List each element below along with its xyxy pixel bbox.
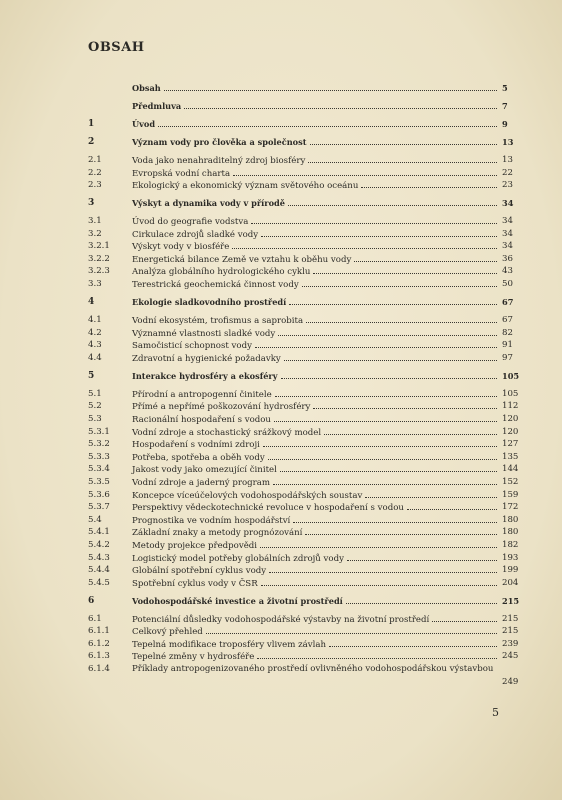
toc-row [0, 413, 562, 426]
toc-leader-dots [354, 253, 497, 262]
toc-row [0, 613, 562, 626]
toc-row [0, 327, 562, 340]
toc-leader-dots [346, 595, 497, 604]
toc-number: 4.3 [88, 340, 102, 351]
toc-number: 5.3.2 [88, 439, 110, 450]
toc-number: 6.1.2 [88, 638, 110, 649]
toc-row [0, 240, 562, 253]
toc-row [0, 663, 562, 688]
toc-title: Vodní zdroje a jaderný program [132, 477, 271, 488]
toc-title-wrap [132, 388, 500, 402]
toc-title-wrap [132, 228, 500, 242]
toc-title: Význam vody pro člověka a společnost [132, 136, 307, 147]
toc-title: Předmluva [132, 100, 182, 111]
toc-number: 5.4.5 [88, 577, 110, 588]
toc-row [0, 265, 562, 278]
toc-row [0, 253, 562, 266]
toc-title-wrap [132, 476, 500, 490]
toc-title: Potřeba, spotřeba a oběh vody [132, 452, 265, 463]
toc-title: Vodní zdroje a stochastický srážkový model [132, 427, 322, 438]
toc-title-wrap [132, 552, 500, 566]
toc-title: Úvod do geografie vodstva [132, 217, 249, 228]
toc-title: Voda jako nenahraditelný zdroj biosféry [132, 155, 306, 166]
toc-number: 5.2 [88, 401, 102, 412]
toc-row [0, 154, 562, 167]
toc-title: Terestrická geochemická činnost vody [132, 280, 299, 291]
toc-page-number: 34 [502, 216, 513, 227]
toc-number: 5.3 [88, 413, 102, 424]
toc-title-wrap [132, 595, 500, 608]
toc-number: 4.4 [88, 352, 102, 363]
toc-leader-dots [324, 426, 497, 435]
toc-leader-dots [280, 463, 497, 472]
toc-title-wrap [132, 638, 500, 652]
toc-page-number: 215 [502, 626, 519, 637]
toc-title: Ekologický a ekonomický význam světového oceánu [132, 181, 359, 192]
toc-title: Interakce hydrosféry a ekosféry [132, 370, 278, 381]
toc-title-wrap [132, 100, 500, 113]
toc-row [0, 451, 562, 464]
toc-leader-dots [274, 413, 497, 422]
toc-leader-dots [305, 526, 497, 535]
page-heading: OBSAH [88, 40, 145, 55]
toc-leader-dots [164, 82, 497, 91]
toc-row [0, 489, 562, 502]
toc-title-wrap [132, 438, 500, 452]
toc-page-number: 7 [502, 100, 508, 111]
toc-number: 6.1.4 [88, 664, 110, 675]
toc-row [0, 228, 562, 241]
toc-page-number: 152 [502, 476, 519, 487]
toc-leader-dots [288, 197, 497, 206]
toc-chapter-row [0, 100, 562, 113]
toc-leader-dots [263, 438, 497, 447]
toc-page-number: 215 [502, 613, 519, 624]
toc-page-number: 34 [502, 228, 513, 239]
toc-title: Analýza globálního hydrologického cyklu [132, 267, 311, 278]
toc-row [0, 514, 562, 527]
toc-number: 5.3.7 [88, 502, 110, 513]
toc-page-number: 67 [502, 315, 513, 326]
toc-leader-dots [293, 514, 497, 523]
toc-number: 3.2.1 [88, 241, 110, 252]
toc-number: 3.2.2 [88, 253, 110, 264]
toc-number: 1 [88, 118, 95, 129]
toc-page-number: 67 [502, 297, 514, 308]
toc-title: Koncepce víceúčelových vodohospodářských soustav [132, 490, 363, 501]
toc-number: 3.3 [88, 279, 102, 290]
toc-title-wrap [132, 663, 500, 676]
toc-title-wrap [132, 501, 500, 515]
toc-page-number: 199 [502, 565, 519, 576]
toc-page-number: 127 [502, 439, 519, 450]
toc-leader-dots [313, 400, 497, 409]
toc-row [0, 215, 562, 228]
toc-title-wrap [132, 539, 500, 553]
toc-row [0, 314, 562, 327]
toc-row [0, 526, 562, 539]
toc-row [0, 438, 562, 451]
toc-row [0, 352, 562, 365]
toc-chapter-row [0, 595, 562, 608]
toc-chapter-row [0, 82, 562, 95]
toc-page-number: 120 [502, 426, 519, 437]
toc-title: Tepelná modifikace troposféry vlivem závlah [132, 639, 327, 650]
toc-title: Racionální hospodaření s vodou [132, 414, 271, 425]
toc-leader-dots [257, 650, 497, 659]
toc-title: Prognostika ve vodním hospodářství [132, 515, 291, 526]
toc-title-wrap [132, 400, 500, 414]
toc-leader-dots [261, 228, 497, 237]
toc-leader-dots [432, 613, 497, 622]
toc-page-number: 34 [502, 198, 514, 209]
toc-title: Obsah [132, 83, 161, 93]
toc-title: Zdravotní a hygienické požadavky [132, 353, 281, 364]
toc-page-number: 120 [502, 413, 519, 424]
toc-page-number: 50 [502, 279, 513, 290]
toc-title-wrap [132, 650, 500, 664]
toc-page-number: 23 [502, 180, 513, 191]
toc-page-number: 135 [502, 451, 519, 462]
toc-number: 3.2.3 [88, 266, 110, 277]
toc-row [0, 625, 562, 638]
toc-leader-dots [275, 388, 497, 397]
toc-leader-dots [251, 215, 497, 224]
toc-leader-dots [284, 352, 497, 361]
toc-page-number: 91 [502, 340, 513, 351]
toc-title: Samočisticí schopnost vody [132, 341, 252, 352]
toc-number: 6 [88, 595, 95, 606]
toc-title-wrap [132, 327, 500, 341]
toc-title-wrap [132, 451, 500, 465]
toc-leader-dots [269, 564, 497, 573]
toc-leader-dots [308, 154, 497, 163]
toc-page-number: 180 [502, 514, 519, 525]
toc-title: Výskyt vody v biosféře [132, 242, 230, 253]
toc-number: 5.4.2 [88, 539, 110, 550]
toc-title: Tepelné změny v hydrosféře [132, 652, 255, 663]
toc-title-wrap [132, 564, 500, 578]
toc-page-number: 193 [502, 552, 519, 563]
toc-leader-dots [255, 339, 497, 348]
toc-title-wrap [132, 179, 500, 193]
toc-number: 3.2 [88, 228, 102, 239]
toc-page-number: 22 [502, 167, 513, 178]
toc-number: 5.1 [88, 388, 102, 399]
table-of-contents [0, 82, 562, 688]
toc-page-number: 245 [502, 651, 519, 662]
toc-title-wrap [132, 136, 500, 149]
toc-title: Perspektivy vědeckotechnické revoluce v hospodaření s vodou [132, 503, 404, 514]
toc-title: Ekologie sladkovodního prostředí [132, 297, 287, 308]
toc-title-wrap [132, 240, 500, 254]
toc-title-wrap [132, 370, 500, 383]
toc-number: 2 [88, 136, 95, 147]
toc-number: 2.3 [88, 180, 102, 191]
toc-page-number: 249 [502, 676, 519, 687]
toc-title-wrap [132, 154, 500, 168]
toc-page-number: 5 [502, 83, 508, 93]
toc-title: Hospodaření s vodními zdroji [132, 440, 260, 451]
toc-title-wrap [132, 314, 500, 328]
toc-title: Celkový přehled [132, 627, 203, 638]
toc-title-wrap [132, 625, 500, 639]
toc-title: Potenciální důsledky vodohospodářské výstavby na životní prostředí [132, 614, 430, 625]
toc-leader-dots [289, 296, 497, 305]
toc-chapter-row [0, 370, 562, 383]
toc-page-number: 43 [502, 266, 513, 277]
toc-title-wrap [132, 215, 500, 229]
toc-leader-dots [268, 451, 497, 460]
toc-page-number: 34 [502, 241, 513, 252]
toc-row [0, 388, 562, 401]
toc-leader-dots [347, 552, 497, 561]
toc-title: Jakost vody jako omezující činitel [132, 465, 277, 476]
toc-page-number: 13 [502, 154, 513, 165]
toc-row [0, 564, 562, 577]
toc-page-number: 215 [502, 595, 520, 606]
toc-title-wrap [132, 577, 500, 591]
toc-title-wrap [132, 265, 500, 279]
toc-leader-dots [407, 501, 497, 510]
toc-row [0, 339, 562, 352]
toc-number: 4.1 [88, 315, 102, 326]
toc-title: Metody projekce předpovědi [132, 540, 258, 551]
toc-leader-dots [313, 265, 497, 274]
toc-leader-dots [361, 179, 497, 188]
toc-title: Globální spotřební cyklus vody [132, 566, 267, 577]
toc-title-wrap [132, 82, 500, 95]
toc-page-number: 239 [502, 638, 519, 649]
toc-title: Přírodní a antropogenní činitele [132, 389, 272, 400]
toc-page-number: 159 [502, 489, 519, 500]
toc-title-wrap [132, 613, 500, 627]
toc-title-wrap [132, 514, 500, 528]
toc-title-wrap [132, 296, 500, 309]
toc-number: 5.3.1 [88, 426, 110, 437]
toc-leader-dots [260, 539, 497, 548]
toc-leader-dots [158, 118, 497, 127]
toc-number: 4 [88, 297, 95, 308]
toc-row [0, 400, 562, 413]
toc-row [0, 501, 562, 514]
toc-title-wrap [132, 253, 500, 267]
toc-number: 3 [88, 198, 95, 209]
toc-leader-dots [302, 278, 497, 287]
toc-page-number: 105 [502, 370, 520, 381]
toc-title: Přímé a nepřímé poškozování hydrosféry [132, 402, 311, 413]
toc-number: 5.3.4 [88, 464, 110, 475]
toc-chapter-row [0, 136, 562, 149]
toc-page-number: 105 [502, 388, 519, 399]
toc-row [0, 278, 562, 291]
toc-title: Vodohospodářské investice a životní prostředí [132, 595, 343, 606]
toc-title-wrap [132, 339, 500, 353]
toc-title-wrap [132, 426, 500, 440]
toc-title-wrap [132, 413, 500, 427]
toc-chapter-row [0, 197, 562, 210]
toc-row [0, 179, 562, 192]
toc-page-number: 36 [502, 253, 513, 264]
toc-leader-dots [310, 136, 497, 145]
toc-title-wrap [132, 167, 500, 181]
toc-row [0, 552, 562, 565]
toc-number: 3.1 [88, 216, 102, 227]
toc-number: 4.2 [88, 327, 102, 338]
toc-number: 5.3.6 [88, 489, 110, 500]
toc-leader-dots [233, 167, 497, 176]
toc-leader-dots [281, 370, 498, 379]
toc-leader-dots [306, 314, 497, 323]
toc-page-number: 182 [502, 539, 519, 550]
toc-row [0, 463, 562, 476]
page-number: 5 [492, 706, 499, 719]
toc-title: Výskyt a dynamika vody v přírodě [132, 198, 285, 209]
toc-title: Spotřební cyklus vody v ČSR [132, 578, 258, 589]
toc-title: Základní znaky a metody prognózování [132, 528, 303, 539]
toc-row [0, 167, 562, 180]
toc-number: 6.1 [88, 613, 102, 624]
toc-title: Logistický model potřeby globálních zdrojů vody [132, 553, 344, 564]
toc-title-wrap [132, 352, 500, 366]
toc-title: Evropská vodní charta [132, 168, 231, 179]
toc-leader-dots [184, 100, 497, 109]
toc-leader-dots [206, 625, 497, 634]
toc-number: 5 [88, 370, 95, 381]
toc-page-number: 172 [502, 502, 519, 513]
toc-row [0, 539, 562, 552]
toc-leader-dots [329, 638, 497, 647]
toc-title-wrap [132, 526, 500, 540]
toc-title-wrap [132, 278, 500, 292]
toc-number: 6.1.1 [88, 626, 110, 637]
toc-page-number: 112 [502, 401, 519, 412]
toc-number: 5.4.1 [88, 527, 110, 538]
toc-leader-dots [261, 577, 497, 586]
toc-page-number: 9 [502, 118, 508, 129]
toc-row [0, 650, 562, 663]
toc-number: 2.1 [88, 154, 102, 165]
toc-title: Úvod [132, 118, 156, 129]
toc-leader-dots [232, 240, 497, 249]
toc-title-wrap [132, 463, 500, 477]
toc-page-number: 82 [502, 327, 513, 338]
toc-number: 5.3.3 [88, 451, 110, 462]
toc-page-number: 97 [502, 352, 513, 363]
toc-row [0, 577, 562, 590]
toc-row [0, 426, 562, 439]
toc-leader-dots [365, 489, 497, 498]
toc-number: 5.4.3 [88, 552, 110, 563]
toc-page-number: 204 [502, 577, 519, 588]
toc-number: 6.1.3 [88, 651, 110, 662]
toc-title: Cirkulace zdrojů sladké vody [132, 229, 259, 240]
toc-title: Významné vlastnosti sladké vody [132, 328, 276, 339]
toc-number: 2.2 [88, 167, 102, 178]
toc-title-wrap [132, 197, 500, 210]
toc-number: 5.4.4 [88, 565, 110, 576]
toc-page-number: 13 [502, 136, 514, 147]
toc-leader-dots [278, 327, 497, 336]
toc-page-number: 144 [502, 464, 519, 475]
toc-row [0, 638, 562, 651]
toc-number: 5.4 [88, 514, 102, 525]
toc-title: Příklady antropogenizovaného prostředí ovlivněného vodohospodářskou výstavbou [132, 664, 494, 675]
toc-leader-dots [273, 476, 497, 485]
toc-number: 5.3.5 [88, 476, 110, 487]
toc-page-number: 180 [502, 527, 519, 538]
toc-title-wrap [132, 489, 500, 503]
toc-chapter-row [0, 296, 562, 309]
toc-chapter-row [0, 118, 562, 131]
toc-row [0, 476, 562, 489]
toc-title: Vodní ekosystém, trofismus a saprobita [132, 316, 304, 327]
toc-title: Energetická bilance Země ve vztahu k oběhu vody [132, 254, 352, 265]
toc-title-wrap [132, 118, 500, 131]
